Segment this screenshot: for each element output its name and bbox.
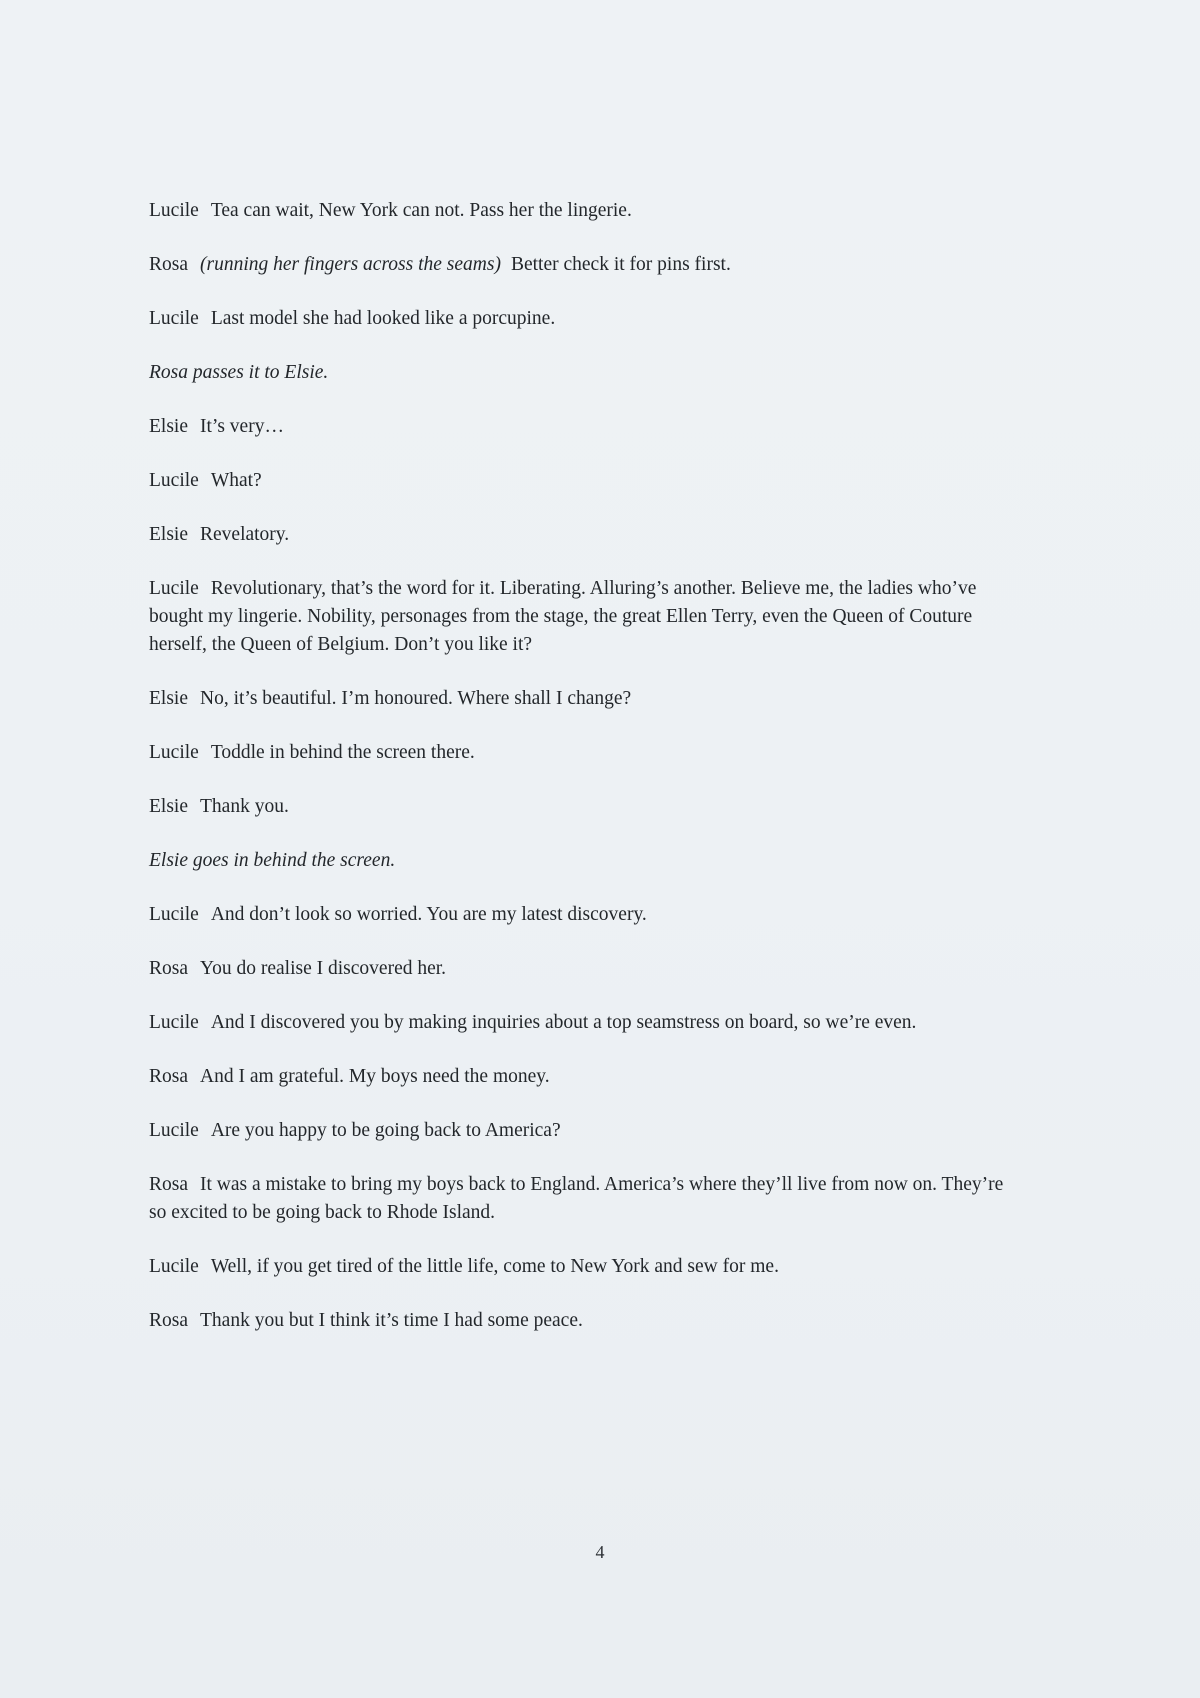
speaker-name: Lucile	[149, 200, 199, 221]
speaker-name: Rosa	[149, 1066, 188, 1087]
dialogue-line	[149, 467, 1009, 495]
dialogue-text: What?	[210, 470, 262, 491]
dialogue-line	[149, 1253, 1009, 1281]
stage-direction: Rosa passes it to Elsie.	[149, 362, 329, 383]
speaker-name: Elsie	[149, 416, 188, 437]
dialogue-line	[149, 1307, 1009, 1335]
speaker-name: Lucile	[149, 742, 199, 763]
speaker-name: Elsie	[149, 688, 188, 709]
dialogue-line	[149, 739, 1009, 767]
dialogue-line	[149, 955, 1009, 983]
dialogue-line	[149, 305, 1009, 333]
speaker-name: Elsie	[149, 524, 188, 545]
dialogue-text: Thank you.	[200, 796, 289, 817]
script-body	[149, 197, 1009, 1361]
page-number: 4	[595, 1542, 605, 1562]
stage-direction: Elsie goes in behind the screen.	[149, 850, 396, 871]
speaker-name: Lucile	[149, 904, 199, 925]
speaker-name: Lucile	[149, 308, 199, 329]
dialogue-line	[149, 1009, 1009, 1037]
dialogue-text: Tea can wait, New York can not. Pass her the lingerie.	[210, 200, 632, 221]
dialogue-text: It’s very…	[200, 416, 284, 437]
speaker-name: Lucile	[149, 470, 199, 491]
speaker-name: Rosa	[149, 958, 188, 979]
dialogue-line	[149, 1117, 1009, 1145]
dialogue-line	[149, 413, 1009, 441]
dialogue-text: And I discovered you by making inquiries about a top seamstress on board, so we’re even.	[210, 1012, 917, 1033]
speaker-name: Lucile	[149, 1012, 199, 1033]
dialogue-line	[149, 793, 1009, 821]
speaker-name: Lucile	[149, 1120, 199, 1141]
dialogue-line	[149, 197, 1009, 225]
dialogue-line	[149, 1063, 1009, 1091]
dialogue-text: It was a mistake to bring my boys back to England. America’s where they’ll live from now on. They’re so excited to be going back to Rhode Island.	[149, 1174, 1004, 1223]
speaker-name: Rosa	[149, 1174, 188, 1195]
dialogue-text: Revolutionary, that’s the word for it. Liberating. Alluring’s another. Believe me, the ladies who’ve bought my lingerie. Nobility, personages from the stage, the great Ellen Terry, even the Queen of Couture herself, the Queen of Belgium. Don’t you like it?	[149, 578, 977, 655]
dialogue-text: Last model she had looked like a porcupine.	[210, 308, 556, 329]
dialogue-line	[149, 1171, 1009, 1227]
dialogue-line	[149, 901, 1009, 929]
dialogue-text: Revelatory.	[200, 524, 290, 545]
dialogue-line	[149, 685, 1009, 713]
dialogue-text: Are you happy to be going back to America?	[210, 1120, 561, 1141]
dialogue-text: Well, if you get tired of the little life, come to New York and sew for me.	[210, 1256, 779, 1277]
dialogue-line	[149, 251, 1009, 279]
dialogue-line	[149, 575, 1009, 659]
dialogue-text: And don’t look so worried. You are my latest discovery.	[210, 904, 647, 925]
dialogue-line	[149, 521, 1009, 549]
dialogue-text: No, it’s beautiful. I’m honoured. Where shall I change?	[200, 688, 632, 709]
speaker-name: Rosa	[149, 254, 188, 275]
speaker-name: Rosa	[149, 1310, 188, 1331]
dialogue-text: And I am grateful. My boys need the money.	[200, 1066, 550, 1087]
dialogue-text: Thank you but I think it’s time I had some peace.	[200, 1310, 583, 1331]
dialogue-text: Toddle in behind the screen there.	[210, 742, 475, 763]
inline-stage-direction: (running her fingers across the seams)	[200, 254, 501, 275]
speaker-name: Lucile	[149, 578, 199, 599]
speaker-name: Lucile	[149, 1256, 199, 1277]
speaker-name: Elsie	[149, 796, 188, 817]
dialogue-text: Better check it for pins first.	[510, 254, 731, 275]
dialogue-text: You do realise I discovered her.	[200, 958, 447, 979]
